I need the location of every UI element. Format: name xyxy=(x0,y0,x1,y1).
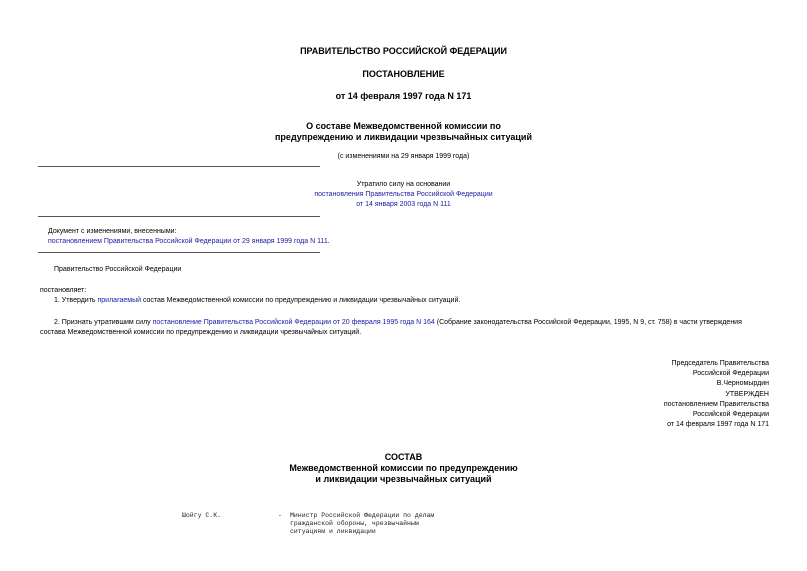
repealed-decree-link[interactable]: постановление Правительства Российской Федерации от 20 февраля 1995 года N 164 xyxy=(152,319,435,326)
member-dash: - xyxy=(278,512,282,519)
decree-word: постановляет: xyxy=(40,287,87,294)
changes-line xyxy=(48,237,330,247)
document-type-heading: ПОСТАНОВЛЕНИЕ xyxy=(362,69,445,79)
signature-name: В.Черномырдин xyxy=(716,380,769,387)
approval-line-4: от 14 февраля 1997 года N 171 xyxy=(667,421,769,428)
member-name: Шойгу С.К. xyxy=(182,512,222,519)
member-role-line-1: Министр Российской Федерации по делам xyxy=(290,512,435,519)
approval-line-2: постановлением Правительства xyxy=(663,401,769,408)
composition-subtitle-line-1: Межведомственной комиссии по предупреждению xyxy=(289,463,518,473)
signature-country: Российской Федерации xyxy=(692,370,769,377)
divider xyxy=(38,252,320,253)
changes-suffix: . xyxy=(327,238,330,245)
changes-intro: Документ с изменениями, внесенными: xyxy=(48,228,177,235)
repeal-notice-text: Утратило силу на основании xyxy=(356,181,451,188)
approval-title: УТВЕРЖДЕН xyxy=(725,391,769,398)
changes-decree-link[interactable]: постановлением Правительства Российской Федерации от 29 января 1999 года N 111 xyxy=(48,238,328,245)
item-2: 2. Признать утратившим силу постановление Правительства Российской Федерации от 20 февраля 1995 года N 164 (Собрание законодательства Российской Федерации, 1995, N 9, ст. 758) в части утверждения xyxy=(54,319,742,326)
document-title-line-2: предупреждению и ликвидации чрезвычайных ситуаций xyxy=(275,132,532,142)
item-2-continuation: состава Межведомственной комиссии по предупреждению и ликвидации чрезвычайных ситуаций. xyxy=(40,329,362,336)
composition-title: СОСТАВ xyxy=(384,452,423,462)
member-role-line-2: гражданской обороны, чрезвычайным xyxy=(290,520,419,527)
approval-line-3: Российской Федерации xyxy=(692,411,769,418)
divider xyxy=(38,216,320,217)
divider xyxy=(38,166,320,167)
amendments-note: (с изменениями на 29 января 1999 года) xyxy=(337,153,470,160)
item-1: 1. Утвердить прилагаемый состав Межведомственной комиссии по предупреждению и ликвидации чрезвычайных ситуаций. xyxy=(54,297,461,304)
repeal-decree-link[interactable]: постановления Правительства Российской Федерации xyxy=(314,191,493,198)
signature-title: Председатель Правительства xyxy=(671,360,769,367)
member-role-line-3: ситуациям и ликвидации xyxy=(290,528,376,535)
composition-subtitle-line-2: и ликвидации чрезвычайных ситуаций xyxy=(315,474,492,484)
document-date-number: от 14 февраля 1997 года N 171 xyxy=(335,91,472,101)
government-heading: ПРАВИТЕЛЬСТВО РОССИЙСКОЙ ФЕДЕРАЦИИ xyxy=(300,46,507,56)
preamble: Правительство Российской Федерации xyxy=(54,266,182,273)
repeal-decree-date-link[interactable]: от 14 января 2003 года N 111 xyxy=(356,201,451,208)
attached-composition-link[interactable]: прилагаемый xyxy=(97,297,142,304)
document-title-line-1: О составе Межведомственной комиссии по xyxy=(306,121,501,131)
